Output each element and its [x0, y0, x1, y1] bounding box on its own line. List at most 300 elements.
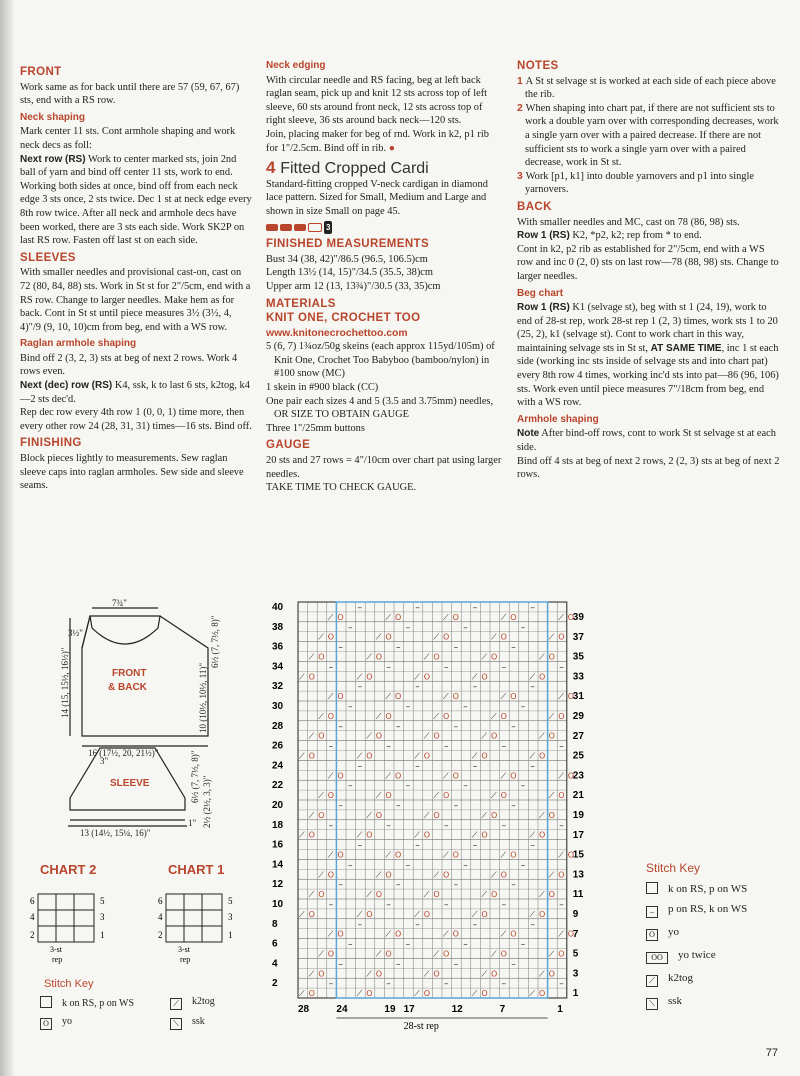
chart-symbol: O: [443, 711, 450, 721]
chart-symbol: ⟋: [471, 751, 478, 761]
chart-symbol: –: [386, 900, 391, 910]
chart-symbol: –: [501, 662, 507, 673]
chart-symbol: O: [308, 672, 315, 682]
svg-text:3-st: 3-st: [178, 945, 190, 954]
chart-symbol: O: [385, 632, 392, 642]
chart-symbol: ⟋: [356, 989, 363, 999]
chart-symbol: ⟋: [481, 810, 488, 820]
chart-symbol: ⟋: [385, 929, 392, 939]
chart-symbol: –: [511, 642, 516, 653]
row-label-left: 8: [272, 918, 278, 930]
chart-symbol: O: [337, 929, 344, 939]
m-neck: 3½": [68, 628, 83, 638]
chart-symbol: ⟋: [356, 830, 363, 840]
chart-symbol: –: [453, 642, 459, 653]
chart-symbol: –: [444, 741, 449, 752]
chart-symbol: –: [348, 860, 353, 871]
chart-symbol: ⟋: [327, 850, 334, 860]
chart-symbol: O: [395, 771, 402, 781]
chart-symbol: –: [511, 880, 516, 891]
chart1-title: CHART 1: [168, 862, 225, 877]
bindoff-text: Bind off 4 sts at beg of next 2 rows, 2 (2, 3) sts at beg of next 2 rows.: [517, 455, 780, 481]
chart-symbol: O: [491, 810, 498, 820]
col-label: 7: [499, 1004, 506, 1015]
chart-symbol: O: [327, 711, 335, 721]
chart-symbol: ⟋: [539, 969, 545, 979]
chart-symbol: ⟋: [548, 632, 555, 642]
chart-symbol: O: [481, 751, 488, 761]
chart-symbol: O: [500, 632, 507, 642]
chart-symbol: O: [337, 612, 344, 622]
next-dec-label: Next (dec) row (RS): [20, 380, 113, 392]
chart-symbol: –: [348, 702, 353, 712]
chart-symbol: –: [357, 603, 363, 613]
chart-symbol: –: [472, 603, 478, 613]
note-3: 3 Work [p1, k1] into double yarnovers and p1 into single yarnovers.: [517, 170, 754, 196]
chart-symbol: –: [472, 840, 478, 851]
row-label-left: 28: [272, 720, 284, 732]
page-spine-shadow: [0, 0, 14, 1076]
chart-symbol: –: [530, 919, 535, 930]
row-label-left: 14: [272, 859, 284, 871]
col-label: 19: [384, 1004, 396, 1015]
chart-symbol: ⟋: [558, 850, 564, 860]
chart-symbol: ⟋: [481, 969, 488, 979]
chart-symbol: O: [308, 909, 315, 919]
chart-symbol: ⟋: [366, 652, 372, 662]
neck-edging-text: With circular needle and RS facing, beg at left back raglan seam, pick up and knit 12 sts across top of left sleeve, 60 sts around front neck, 12 sts across top of right sleeve, 36 sts around back neck—120 sts.: [266, 74, 488, 127]
brand-name: KNIT ONE, CROCHET TOO: [266, 312, 421, 325]
chart-symbol: –: [559, 900, 564, 910]
chart-symbol: O: [548, 810, 555, 820]
rep-label: 28-st rep: [403, 1021, 439, 1032]
row-label-right: 9: [572, 909, 579, 920]
chart-symbol: ⟋: [308, 890, 315, 900]
chart-symbol: ⟋: [491, 711, 497, 721]
col-label: 24: [336, 1004, 348, 1015]
chart-symbol: ⟋: [558, 771, 564, 781]
chart-symbol: ⟋: [385, 771, 392, 781]
chart-symbol: ⟋: [375, 791, 382, 801]
fm-item: Length 13½ (14, 15)"/34.5 (35.5, 38)cm: [266, 267, 434, 279]
chart-symbol: ⟋: [356, 909, 363, 919]
chart-symbol: –: [396, 880, 401, 891]
note-1: 1 A St st selvage st is worked at each side of each piece above the rib.: [517, 75, 776, 101]
chart-symbol: ⟋: [548, 870, 555, 880]
chart-symbol: –: [415, 761, 420, 772]
chart-symbol: ⟋: [375, 870, 382, 880]
row-label-right: 13: [572, 869, 584, 881]
chart-symbol: O: [500, 949, 507, 959]
svg-text:2: 2: [30, 930, 35, 940]
chart-symbol: O: [548, 652, 555, 662]
chart-symbol: O: [481, 830, 488, 840]
row-label-left: 10: [272, 899, 284, 910]
chart-symbol: ⟋: [481, 652, 488, 662]
chart-symbol: ⟋: [500, 929, 507, 939]
row-label-left: 18: [272, 819, 284, 831]
chart-symbol: O: [366, 751, 373, 761]
next-row-label: Next row (RS): [20, 153, 86, 165]
neck-shaping-heading: Neck shaping: [20, 111, 86, 123]
chart-symbol: ⟋: [299, 751, 305, 761]
row-label-left: 12: [272, 879, 284, 891]
chart-symbol: –: [396, 642, 401, 653]
material-item: 1 skein in #900 black (CC): [266, 382, 379, 394]
chart-symbol: O: [433, 969, 440, 979]
row-label-right: 31: [572, 691, 584, 703]
chart-symbol: O: [539, 989, 546, 999]
pattern-title: [266, 158, 502, 178]
chart-symbol: ⟋: [529, 751, 536, 761]
gauge-text: 20 sts and 27 rows = 4"/10cm over chart pat using larger needles.: [266, 455, 502, 480]
chart-symbol: ⟋: [366, 731, 372, 741]
end-dot-icon: ●: [388, 142, 395, 154]
chart-symbol: ⟋: [500, 771, 507, 781]
chart-symbol: –: [405, 939, 411, 950]
row-label-right: 11: [572, 889, 584, 901]
chart-symbol: O: [510, 929, 517, 939]
row-label-right: 25: [572, 750, 584, 762]
beg-row1-para: Row 1 (RS) K1 (selvage st), beg with st 1 (24, 19), work to end of 28-st rep, work 28-st rep 1 (2, 3) times, work sts 1 to 20 (25, 2), k1 (selvage st). Cont to work chart in this way, maintaining selvage sts in St st, AT SAME TIME, inc 1 st each side (working inc sts inside of selvage sts and into chart pat) every 8th row 4 times, working inc'd sts into pat—86 (96, 106) sts. Work even until piece measures 7"/18cm from beg, end with a WS row.: [517, 302, 779, 409]
chart-symbol: –: [415, 840, 420, 851]
chart-symbol: O: [539, 672, 546, 682]
chart-symbol: O: [423, 672, 431, 682]
chart-symbol: ⟋: [318, 632, 324, 642]
chart-symbol: ⟋: [414, 751, 420, 761]
chart-symbol: O: [385, 949, 392, 959]
chart-symbol: O: [366, 830, 373, 840]
chart-symbol: –: [520, 622, 526, 633]
chart-symbol: O: [500, 791, 507, 801]
chart-symbol: ⟋: [356, 751, 363, 761]
chart-symbol: ⟋: [318, 791, 324, 801]
chart-symbol: ⟋: [491, 870, 497, 880]
chart-symbol: ⟋: [481, 731, 488, 741]
svg-text:4: 4: [158, 912, 163, 922]
next-dec-para: [20, 379, 252, 406]
chart-symbol: O: [375, 810, 383, 820]
chart-symbol: ⟋: [423, 652, 430, 662]
row-label-right: 19: [572, 810, 584, 821]
chart-symbol: O: [558, 632, 565, 642]
finished-measurements-heading: FINISHED MEASUREMENTS: [266, 238, 430, 251]
chart-symbol: –: [530, 682, 535, 693]
chart-symbol: –: [530, 603, 535, 613]
chart-symbol: ⟋: [414, 989, 420, 999]
chart-symbol: –: [328, 820, 334, 831]
brand-url[interactable]: www.knitonecrochettoo.com: [266, 327, 408, 339]
svg-text:3-st: 3-st: [50, 945, 62, 954]
row-label-right: 39: [572, 612, 584, 623]
page-number: 77: [765, 1047, 778, 1059]
front-back-label-2: & BACK: [108, 682, 147, 693]
row-label-right: 1: [572, 988, 579, 1000]
chart-symbol: O: [318, 969, 325, 979]
chart-symbol: ⟋: [423, 731, 430, 741]
chart-symbol: O: [452, 612, 459, 622]
chart-symbol: O: [337, 692, 344, 702]
chart-symbol: ⟋: [471, 672, 478, 682]
chart-symbol: –: [357, 761, 363, 772]
chart-symbol: –: [501, 979, 507, 990]
chart-symbol: ⟋: [308, 810, 315, 820]
chart-symbol: –: [405, 622, 411, 633]
small-key-ssk: ⟍ ssk: [170, 1016, 205, 1030]
m-sleeve-bottom: 13 (14½, 15¼, 16)": [80, 828, 151, 838]
chart-symbol: ⟋: [539, 810, 545, 820]
column-2: [266, 56, 502, 495]
row-label-left: 30: [272, 701, 284, 712]
chart-symbol: –: [559, 662, 564, 673]
chart-symbol: –: [348, 781, 353, 792]
chart-symbol: O: [481, 909, 488, 919]
material-item: One pair each sizes 4 and 5 (3.5 and 3.75mm) needles, OR SIZE TO OBTAIN GAUGE: [266, 395, 494, 421]
chart-symbol: ⟋: [433, 870, 440, 880]
chart-symbol: –: [338, 959, 343, 970]
chart-symbol: O: [558, 791, 565, 801]
svg-text:1: 1: [228, 930, 233, 940]
svg-text:rep: rep: [52, 955, 63, 964]
note-2: 2 When shaping into chart pat, if there are not sufficient sts to work a double yarn over with corresponding decreases, work a single yarn over with a paired decrease. If there are not sufficient sts to work a single yarn over with a paired decrease, work in St st.: [517, 102, 779, 169]
chart-symbol: O: [385, 791, 392, 801]
chart2-grid: [28, 890, 118, 965]
row-label-left: 24: [272, 760, 284, 772]
raglan-heading: Raglan armhole shaping: [20, 338, 137, 350]
chart-symbol: –: [472, 919, 478, 930]
svg-text:3: 3: [228, 912, 233, 922]
col-label: 12: [451, 1004, 463, 1015]
rib-text: Cont in k2, p2 rib as established for 2"/5cm, end with a WS row and inc 0 (2, 0) sts on last row—78 (88, 98) sts. Change to larger needles.: [517, 243, 779, 282]
chart-symbol: –: [520, 860, 526, 871]
chart-symbol: –: [444, 979, 449, 990]
chart-symbol: ⟋: [375, 949, 382, 959]
chart-symbol: ⟋: [414, 830, 420, 840]
pattern-number: 4: [266, 158, 276, 178]
finishing-text: Block pieces lightly to measurements. Sew raglan sleeve caps into raglan armholes. Sew side and sleeve seams.: [20, 453, 244, 492]
chart-symbol: ⟋: [423, 969, 430, 979]
chart-symbol: –: [348, 939, 353, 950]
column-3: [517, 56, 781, 482]
chart-symbol: –: [328, 979, 334, 990]
chart-symbol: O: [443, 949, 450, 959]
col-label: 17: [403, 1004, 415, 1015]
key-k2tog: ⟋ k2tog: [646, 972, 747, 987]
chart-symbol: ⟋: [375, 711, 382, 721]
chart-symbol: ⟋: [443, 929, 449, 939]
svg-text:4: 4: [30, 912, 35, 922]
front-heading: FRONT: [20, 66, 62, 78]
chart-symbol: O: [481, 989, 488, 999]
chart-symbol: O: [308, 989, 315, 999]
gauge-heading: GAUGE: [266, 439, 311, 452]
chart-symbol: ⟋: [558, 612, 564, 622]
chart-symbol: O: [385, 711, 392, 721]
chart-symbol: O: [443, 632, 450, 642]
chart-symbol: –: [415, 682, 420, 693]
chart-symbol: O: [327, 949, 335, 959]
chart-symbol: –: [463, 622, 468, 633]
chart-symbol: ⟋: [385, 850, 392, 860]
chart-symbol: –: [396, 801, 401, 811]
chart-symbol: O: [558, 870, 565, 880]
rep-text: Rep dec row every 4th row 1 (0, 0, 1) time more, then every other row 24 (28, 31, 31) times—16 sts. Bind off.: [20, 407, 252, 432]
chart-symbol: ⟋: [433, 711, 440, 721]
chart-symbol: ⟋: [558, 692, 564, 702]
chart-symbol: O: [510, 771, 517, 781]
chart-symbol: ⟋: [471, 830, 478, 840]
sleeve-label: SLEEVE: [110, 778, 150, 789]
chart-symbol: ⟋: [529, 989, 536, 999]
main-chart: [270, 594, 620, 1032]
chart-symbol: –: [405, 781, 411, 792]
pattern-name: Fitted Cropped Cardi: [280, 160, 429, 178]
chart-symbol: ⟋: [414, 672, 420, 682]
chart1-grid: [156, 890, 246, 965]
row-label-right: 37: [572, 631, 584, 643]
chart-symbol: ⟋: [491, 949, 497, 959]
col-label: 1: [557, 1004, 563, 1015]
chart-symbol: O: [443, 791, 450, 801]
notes-heading: NOTES: [517, 60, 559, 72]
chart-symbol: O: [452, 929, 459, 939]
chart-symbol: –: [338, 880, 343, 891]
chart-symbol: O: [548, 890, 555, 900]
chart-symbol: ⟋: [471, 909, 478, 919]
row-label-right: 23: [572, 770, 584, 782]
chart-symbol: –: [405, 860, 411, 871]
chart-symbol: ⟋: [299, 989, 305, 999]
chart-symbol: O: [452, 692, 459, 702]
chart-symbol: –: [463, 860, 468, 871]
chart-symbol: ⟋: [366, 969, 372, 979]
chart-symbol: –: [453, 959, 459, 970]
row-label-left: 22: [272, 780, 284, 792]
chart-symbol: ⟋: [433, 949, 440, 959]
chart-symbol: ⟋: [471, 989, 478, 999]
chart-symbol: O: [318, 731, 325, 741]
m-hem: 1": [188, 818, 197, 828]
chart-symbol: ⟋: [318, 870, 324, 880]
chart-symbol: –: [463, 939, 468, 950]
chart-symbol: ⟋: [500, 612, 507, 622]
svg-text:3: 3: [100, 912, 105, 922]
chart-symbol: O: [327, 870, 335, 880]
front-text: Work same as for back until there are 57 (59, 67, 67) sts, end with a RS row.: [20, 81, 240, 107]
svg-text:5: 5: [100, 896, 105, 906]
chart-symbol: O: [327, 632, 335, 642]
chart-symbol: ⟋: [491, 791, 497, 801]
small-key-yo: O yo: [40, 1016, 72, 1030]
neck-edging-heading: Neck edging: [266, 60, 326, 71]
svg-text:6: 6: [30, 896, 35, 906]
chart-symbol: O: [366, 989, 373, 999]
chart-symbol: O: [558, 711, 565, 721]
chart-symbol: ⟋: [308, 731, 315, 741]
small-key-k2tog: ⟋ k2tog: [170, 996, 215, 1010]
chart-symbol: O: [318, 890, 325, 900]
key-yo: O yo: [646, 926, 747, 941]
next-dec-text: K4, ssk, k to last 6 sts, k2tog, k4—2 sts dec'd.: [20, 380, 250, 405]
chart-symbol: –: [520, 781, 526, 792]
chart-symbol: ⟋: [299, 909, 305, 919]
chart-symbol: ⟋: [548, 711, 555, 721]
materials-heading: MATERIALS: [266, 297, 336, 310]
column-1: [20, 62, 252, 493]
row-label-left: 2: [272, 978, 278, 990]
chart2-title: CHART 2: [40, 862, 97, 877]
row-label-left: 32: [272, 681, 284, 693]
chart-symbol: ⟋: [356, 672, 363, 682]
chart-symbol: ⟋: [308, 969, 315, 979]
chart-symbol: O: [567, 612, 575, 622]
chart-symbol: –: [501, 741, 507, 752]
chart-symbol: –: [453, 880, 459, 891]
chart-symbol: –: [396, 959, 401, 970]
chart-symbol: O: [423, 751, 431, 761]
chart-symbol: ⟋: [423, 810, 430, 820]
chart-symbol: O: [452, 771, 459, 781]
chart-symbol: –: [348, 622, 353, 633]
chart-symbol: ⟋: [443, 612, 449, 622]
row-label-left: 26: [272, 740, 284, 752]
row-label-right: 7: [572, 928, 579, 940]
chart-symbol: ⟋: [318, 949, 324, 959]
chart-symbol: ⟋: [443, 771, 449, 781]
chart-symbol: –: [559, 979, 564, 990]
chart-symbol: O: [539, 830, 546, 840]
chart-symbol: O: [395, 929, 402, 939]
chart-symbol: O: [548, 731, 555, 741]
main-key-title: Stitch Key: [646, 861, 701, 875]
chart-symbol: O: [423, 909, 431, 919]
chart-symbol: –: [453, 801, 459, 811]
chart-symbol: O: [510, 692, 517, 702]
row-label-left: 34: [272, 661, 284, 673]
chart-symbol: O: [500, 711, 507, 721]
schematic-diagram: [40, 598, 240, 848]
chart-symbol: ⟋: [327, 692, 334, 702]
row-label-right: 27: [572, 730, 584, 742]
chart-symbol: O: [510, 612, 517, 622]
chart-symbol: ⟋: [500, 692, 507, 702]
skill-level-icon: [266, 221, 502, 235]
next-row-para: [20, 153, 252, 248]
front-back-label-1: FRONT: [112, 668, 147, 679]
join-text: Join, placing maker for beg of rnd. Work in k2, p1 rib for 1"/2.5cm. Bind off in rib. ●: [266, 128, 489, 154]
chart-symbol: O: [539, 751, 546, 761]
key-blank: k on RS, p on WS: [646, 882, 747, 895]
chart-symbol: –: [501, 900, 507, 910]
main-key-list: [646, 882, 747, 1018]
m-sleeve-cap: 6½ (7, 7½, 8)": [190, 750, 200, 803]
chart-symbol: –: [396, 721, 401, 732]
skill-level-number: 3: [324, 221, 332, 235]
m-side-front: 14 (15, 15½, 16½)": [60, 647, 70, 718]
svg-text:6: 6: [158, 896, 163, 906]
chart-symbol: O: [395, 850, 402, 860]
chart-symbol: O: [395, 692, 402, 702]
chart-symbol: O: [491, 731, 498, 741]
m-armhole: 6½ (7, 7½, 8)": [210, 615, 220, 668]
chart-symbol: O: [433, 890, 440, 900]
pattern-description: Standard-fitting cropped V-neck cardigan in diamond lace pattern. Sized for Small, Medium and Large and shown in size Small on page 45.: [266, 178, 488, 217]
chart-symbol: O: [452, 850, 459, 860]
chart-symbol: ⟋: [366, 810, 372, 820]
chart-symbol: –: [520, 702, 526, 712]
finishing-heading: FINISHING: [20, 437, 82, 450]
chart-symbol: O: [567, 692, 575, 702]
